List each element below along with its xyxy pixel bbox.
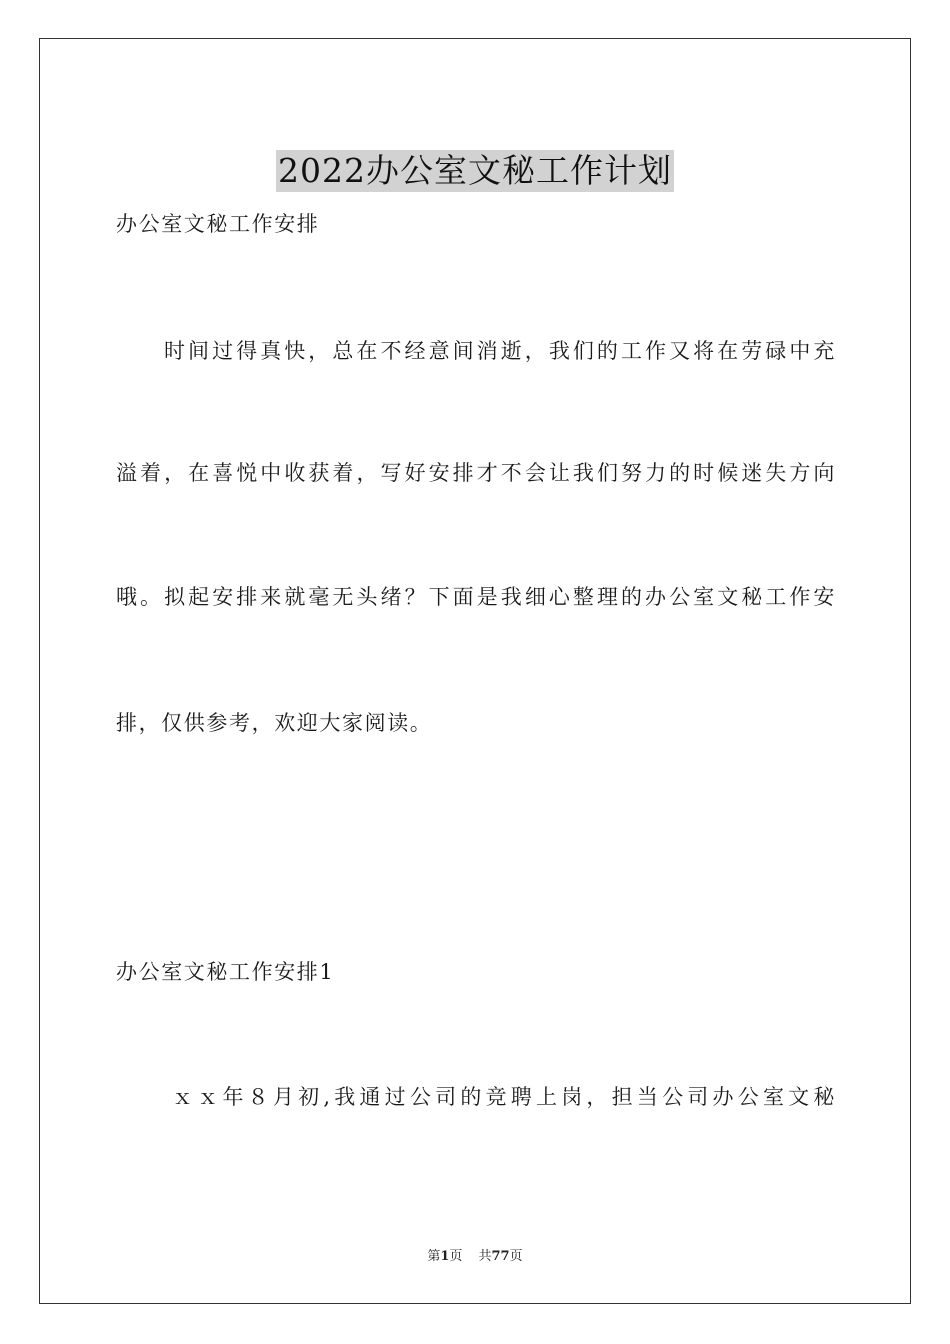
footer-page-suffix: 页	[449, 1249, 463, 1264]
footer-total-prefix: 共	[478, 1249, 492, 1264]
intro-line-1: 时间过得真快，总在不经意间消逝，我们的工作又将在劳碌中充	[164, 339, 836, 363]
intro-line-2: 溢着，在喜悦中收获着，写好安排才不会让我们努力的时候迷失方向	[116, 461, 836, 485]
intro-line-3: 哦。拟起安排来就毫无头绪？下面是我细心整理的办公室文秘工作安	[116, 585, 836, 609]
page-footer	[0, 1248, 950, 1266]
total-pages-number: 77	[491, 1249, 510, 1264]
footer-prefix: 第	[427, 1249, 441, 1264]
document-title: 2022办公室文秘工作计划	[278, 151, 672, 191]
title-container	[0, 128, 950, 214]
subheading: 办公室文秘工作安排	[116, 212, 320, 236]
footer-total-suffix: 页	[509, 1249, 523, 1264]
section-first-line: ｘｘ年８月初,我通过公司的竞聘上岗，担当公司办公室文秘	[172, 1085, 836, 1109]
intro-line-4: 排，仅供参考，欢迎大家阅读。	[116, 711, 433, 735]
section-heading: 办公室文秘工作安排1	[116, 960, 335, 984]
current-page-number: 1	[440, 1249, 450, 1264]
